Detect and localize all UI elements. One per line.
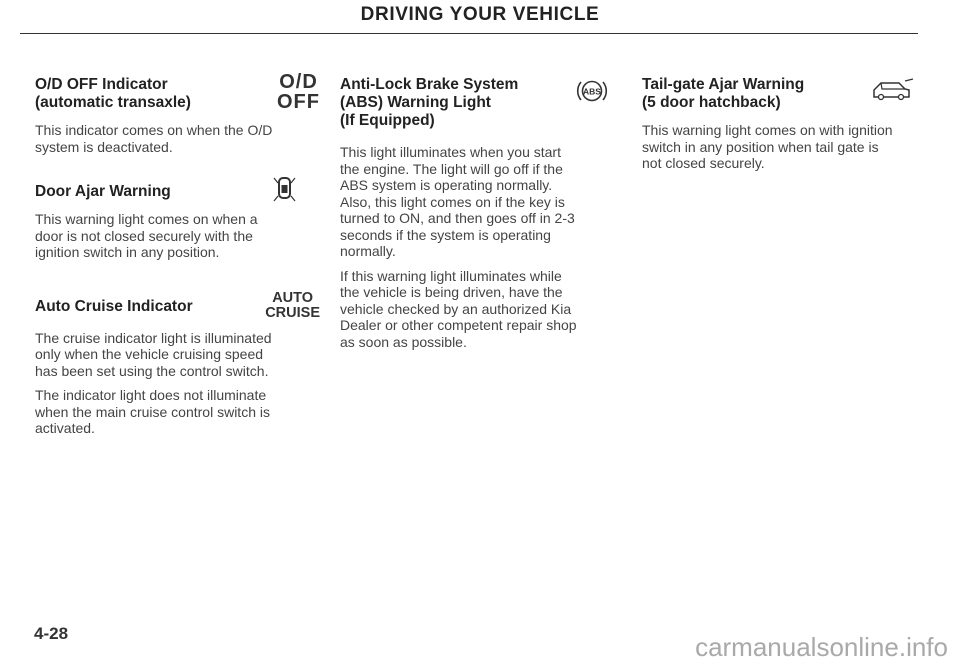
tailgate-title: Tail-gate Ajar Warning (5 door hatchback) — [642, 76, 805, 111]
auto-cruise-text-2: The indicator light does not illuminate when the main cruise control switch is activated. — [35, 387, 270, 436]
od-badge-bottom: OFF — [277, 91, 320, 113]
abs-icon — [573, 76, 611, 111]
column-middle — [340, 76, 615, 374]
od-off-title: O/D OFF Indicator (automatic transaxle) — [35, 76, 191, 111]
od-off-text: This indicator comes on when the O/D system is deactivated. — [35, 122, 273, 155]
page-header: DRIVING YOUR VEHICLE — [360, 4, 600, 25]
section-tailgate — [642, 76, 927, 172]
section-door-ajar — [35, 183, 320, 261]
column-left — [35, 71, 320, 461]
tailgate-ajar-icon — [869, 78, 915, 107]
tailgate-text: This warning light comes on with ignition switch in any position when tail gate is not closed securely. — [642, 122, 893, 171]
door-ajar-icon — [272, 175, 298, 210]
od-off-badge — [277, 72, 320, 112]
auto-cruise-badge — [265, 291, 320, 321]
door-ajar-text: This warning light comes on when a door is not closed securely with the ignition switch in any position. — [35, 211, 258, 260]
abs-text-2: If this warning light illuminates while the vehicle is being driven, have the vehicle checked by an authorized Kia Dealer or other competent repair shop as soon as possible. — [340, 267, 577, 350]
cruise-badge-top: AUTO — [272, 289, 314, 306]
header-rule — [20, 33, 918, 34]
auto-cruise-text-1: The cruise indicator light is illuminated only when the vehicle cruising speed has been set using the control switch. — [35, 329, 272, 379]
column-right — [642, 76, 927, 196]
auto-cruise-title: Auto Cruise Indicator — [35, 297, 193, 315]
door-ajar-title: Door Ajar Warning — [35, 183, 171, 200]
watermark: carmanualsonline.info — [695, 632, 948, 662]
abs-title: Anti-Lock Brake System (ABS) Warning Light (If Equipped) — [340, 76, 519, 129]
od-badge-top: O/D — [279, 71, 318, 93]
section-auto-cruise — [35, 291, 320, 437]
cruise-badge-bottom: CRUISE — [265, 304, 320, 321]
abs-icon-label: ABS — [583, 86, 601, 97]
section-abs — [340, 76, 615, 350]
abs-text-1: This light illuminates when you start the engine. The light will go off if the ABS system is operating normally. Also, this light comes on if the key is turned to ON, and then goes off in 2-3 seconds if the system is operating normally. — [340, 144, 575, 259]
page-number: 4-28 — [34, 624, 69, 643]
section-od-off — [35, 71, 320, 155]
